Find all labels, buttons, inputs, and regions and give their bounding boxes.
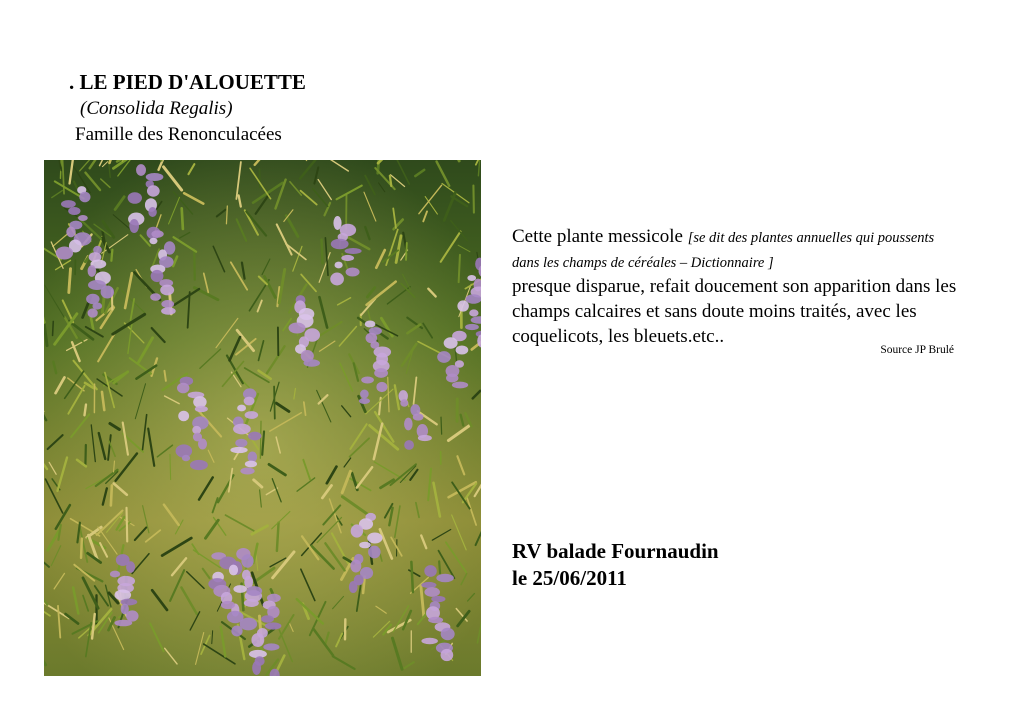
description-body: presque disparue, refait doucement son apparition dans les champs calcaires et sans doute moins traités, avec les coquelicots, les bleuets.etc.. <box>512 276 957 347</box>
description-lead: Cette plante messicole <box>512 226 688 247</box>
plant-family: Famille des Renonculacées <box>75 124 282 145</box>
plant-title: . LE PIED D'ALOUETTE <box>69 70 306 94</box>
event-title: RV balade Fournaudin <box>512 539 719 563</box>
plant-description <box>512 224 962 349</box>
plant-latin-name: (Consolida Regalis) <box>80 98 233 119</box>
larkspur-photo <box>44 160 481 676</box>
description-note: [se dit des plantes annuelles qui poussents dans les champs de céréales – Dictionnaire ] <box>512 230 935 271</box>
event-date: le 25/06/2011 <box>512 566 627 590</box>
source-credit: Source JP Brulé <box>880 344 954 356</box>
event-info <box>512 538 719 592</box>
